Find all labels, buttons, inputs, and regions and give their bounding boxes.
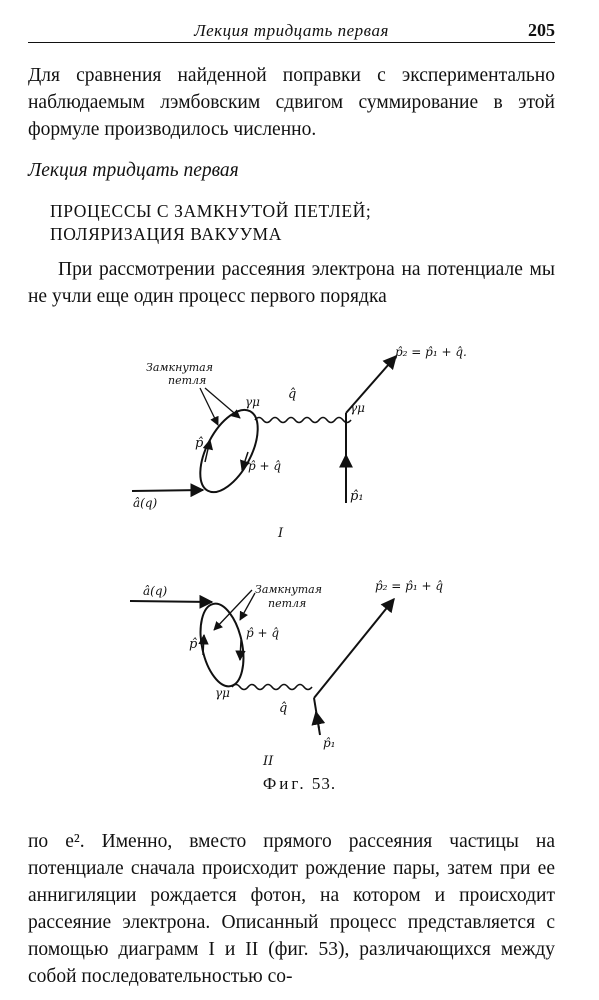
paragraph-1: При рассмотрении рассеяния электрона на потенциале мы не учли еще один процесс первого порядка <box>28 259 555 307</box>
incoming-electron-line-2 <box>130 601 212 602</box>
photon-line-1 <box>255 418 351 423</box>
lecture-title: Лекция тридцать первая <box>28 160 239 181</box>
loop-pointer-2b <box>214 590 252 630</box>
gamma-label-2: γμ <box>215 686 230 700</box>
feynman-diagrams-figure <box>0 330 599 810</box>
outgoing-electron-2 <box>314 599 394 698</box>
loop-pointer-2a <box>240 593 255 620</box>
a-q-label-2: â(q) <box>143 584 168 598</box>
p-label-1: p̂ <box>195 436 204 451</box>
a-q-label-1: â(q) <box>133 496 158 510</box>
loop-label-line2-2: петля <box>268 597 307 610</box>
p2-label-2: p̂₂ = p̂₁ + q̂ <box>375 579 444 593</box>
figure-caption-number: 53. <box>311 774 337 793</box>
q-label-2: q̂ <box>279 701 288 716</box>
p-plus-q-label-2: p̂ + q̂ <box>246 626 280 640</box>
figure-caption-prefix: Фиг. <box>262 774 307 793</box>
q-label-1: q̂ <box>288 387 297 402</box>
loop-arrow-left-2 <box>203 635 204 655</box>
p1-label-1: p̂₁ <box>350 489 364 504</box>
loop-label-line2-1: петля <box>168 374 207 387</box>
loop-pointer-1a <box>205 388 240 418</box>
diagram-2 <box>130 579 443 769</box>
running-title: Лекция тридцать первая <box>194 21 389 40</box>
gamma-left-1: γμ <box>245 395 260 409</box>
diagram-number-2: II <box>263 754 274 769</box>
p2-label-1: p̂₂ = p̂₁ + q̂. <box>395 345 467 359</box>
closed-loop-1 <box>188 401 269 501</box>
gamma-right-1: γμ <box>350 401 365 415</box>
loop-pointer-1b <box>200 388 218 425</box>
intro-paragraph: Для сравнения найденной поправки с экспериментально наблюдаемым лэмбовским сдвигом суммирование в этой формуле производилось численно. <box>28 65 555 140</box>
section-heading-line-2: ПОЛЯРИЗАЦИЯ ВАКУУМА <box>50 224 282 244</box>
section-heading-line-1: ПРОЦЕССЫ С ЗАМКНУТОЙ ПЕТЛЕЙ; <box>50 201 372 221</box>
section-heading <box>50 200 371 246</box>
running-head <box>28 18 555 43</box>
diagram-number-1: I <box>278 526 284 541</box>
closed-loop-2 <box>194 600 251 690</box>
incoming-electron-line-1 <box>132 490 203 491</box>
loop-label-line1-2: Замкнутая <box>255 583 322 596</box>
figure-caption <box>0 774 599 794</box>
loop-label-line1-1: Замкнутая <box>146 361 213 374</box>
photon-line-2 <box>232 685 312 690</box>
diagram-1 <box>132 345 467 541</box>
p-plus-q-label-1: p̂ + q̂ <box>248 459 282 473</box>
paragraph-2: по e². Именно, вместо прямого рассеяния частицы на потенциале сначала происходит рождение пары, затем при ее аннигиляции рождается фотон, на котором и происходит рассеяние электрона. Описанный процесс представляется с помощью диаграмм I и II (фиг. 53), различающихся между собой последовательностью со- <box>28 831 555 987</box>
loop-arrow-right-2 <box>240 640 241 660</box>
p1-label-2: p̂₁ <box>323 736 336 750</box>
page-number: 205 <box>528 20 555 40</box>
p-label-2: p̂ <box>189 637 198 652</box>
